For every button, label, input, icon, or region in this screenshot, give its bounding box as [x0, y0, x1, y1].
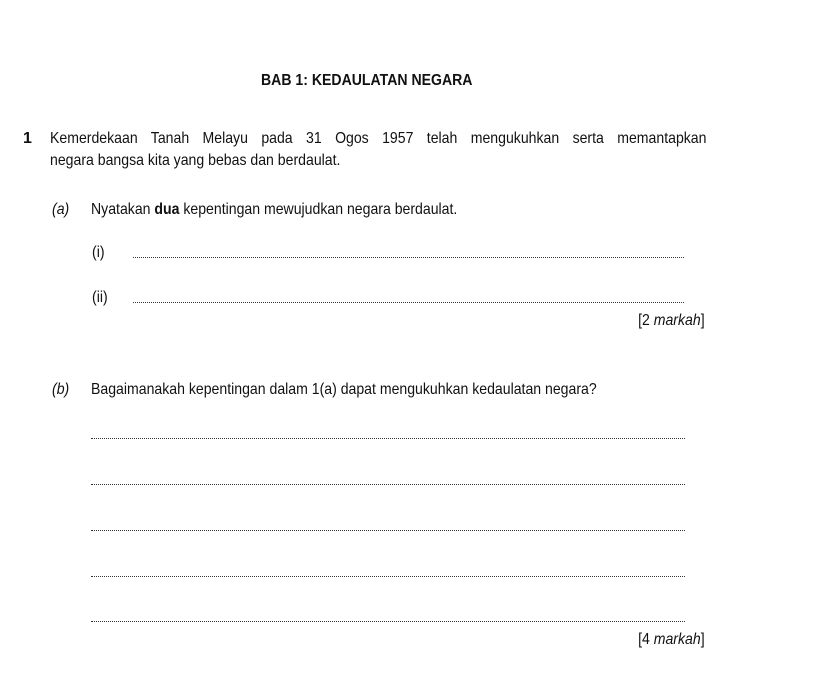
- part-a-label: [52, 201, 72, 219]
- part-b-answer-line-2[interactable]: [91, 484, 685, 485]
- chapter-title: [261, 72, 501, 90]
- part-a-label-text: (a): [52, 201, 70, 218]
- part-a-item-i-answer-line[interactable]: [133, 257, 684, 258]
- part-a-item-ii-answer-line[interactable]: [133, 302, 684, 303]
- part-a-marks-close: ]: [701, 312, 705, 329]
- part-b-answer-line-3[interactable]: [91, 530, 685, 531]
- part-a-item-i-label-text: (i): [92, 244, 105, 261]
- part-a-text-bold: dua: [154, 201, 180, 218]
- part-b-marks-text: [638, 631, 705, 649]
- part-a-question: [91, 201, 507, 219]
- part-a-marks-open: [2: [638, 312, 655, 329]
- question-stem-line-2: [50, 152, 380, 170]
- part-a-text-before: Nyatakan: [91, 201, 155, 218]
- part-a-text-after: kepentingan mewujudkan negara berdaulat.: [179, 201, 458, 218]
- part-a-marks-text: [638, 312, 705, 330]
- part-a-question-text: [91, 201, 457, 219]
- part-b-question: [91, 381, 666, 399]
- part-b-marks-close: ]: [701, 631, 705, 648]
- part-b-label-text: (b): [52, 381, 70, 398]
- question-number: 1: [23, 130, 32, 147]
- part-a-marks-word: markah: [654, 312, 702, 329]
- question-stem-line-2-text: negara bangsa kita yang bebas dan berdaulat.: [50, 152, 341, 169]
- part-b-label: [52, 381, 72, 399]
- question-stem-line-1: Kemerdekaan Tanah Melayu pada 31 Ogos 1957 telah mengukuhkan serta memantapkan: [50, 130, 707, 147]
- part-a-item-ii-label-text: (ii): [92, 289, 108, 306]
- part-b-question-text: Bagaimanakah kepentingan dalam 1(a) dapat mengukuhkan kedaulatan negara?: [91, 381, 597, 398]
- part-a-marks: [629, 312, 705, 330]
- chapter-title-text: BAB 1: KEDAULATAN NEGARA: [261, 72, 473, 89]
- part-b-answer-line-1[interactable]: [91, 438, 685, 439]
- part-b-marks-open: [4: [638, 631, 655, 648]
- part-a-item-ii-label: [92, 289, 110, 307]
- part-b-marks-word: markah: [654, 631, 702, 648]
- part-b-marks: [629, 631, 705, 649]
- part-b-answer-line-5[interactable]: [91, 621, 685, 622]
- part-a-item-i-label: [92, 244, 106, 262]
- part-b-answer-line-4[interactable]: [91, 576, 685, 577]
